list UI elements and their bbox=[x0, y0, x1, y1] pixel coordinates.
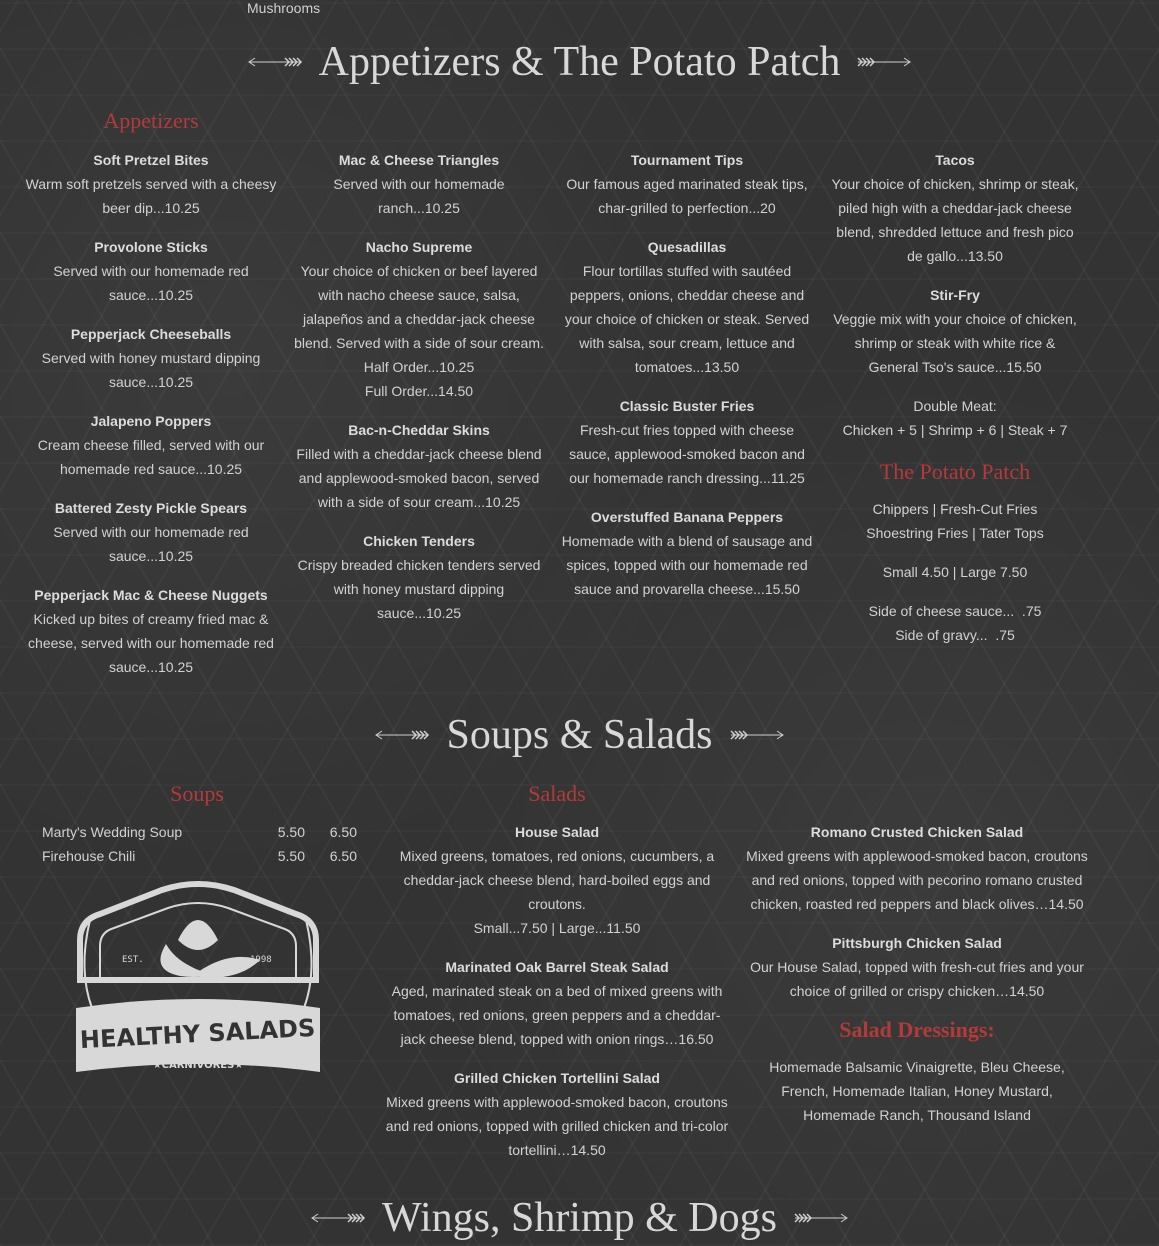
subhead-dressings: Salad Dressings: bbox=[839, 1017, 995, 1042]
section-header-wings bbox=[0, 1194, 1159, 1242]
soup-row bbox=[42, 844, 357, 868]
menu-item-name: Quesadillas bbox=[647, 239, 727, 255]
menu-item-name: Pittsburgh Chicken Salad bbox=[832, 935, 1002, 951]
menu-item-name: Chicken Tenders bbox=[363, 533, 475, 549]
menu-item-description: sauce...10.25 bbox=[108, 659, 194, 675]
menu-item bbox=[18, 148, 284, 220]
menu-item-description: Crispy breaded chicken tenders served bbox=[297, 557, 541, 573]
menu-item-name: Soft Pretzel Bites bbox=[93, 152, 209, 168]
menu-item-description: Mixed greens, tomatoes, red onions, cucumbers, a bbox=[399, 848, 715, 864]
menu-item bbox=[380, 955, 734, 1051]
menu-item-description: homemade red sauce...10.25 bbox=[59, 461, 243, 477]
menu-item-name: Overstuffed Banana Peppers bbox=[590, 509, 784, 525]
menu-item-description: jalapeños and a cheddar-jack cheese bbox=[303, 311, 535, 327]
section-title-appetizers: Appetizers & The Potato Patch bbox=[318, 39, 841, 85]
potato-side-line: Side of gravy... .75 bbox=[895, 627, 1015, 643]
menu-item bbox=[822, 283, 1088, 379]
menu-item bbox=[286, 529, 552, 625]
previous-item-fragment: Mushrooms bbox=[247, 0, 321, 16]
dressings-line: Homemade Balsamic Vinaigrette, Bleu Cheese, bbox=[769, 1059, 1065, 1075]
menu-item-description: Warm soft pretzels served with a cheesy bbox=[25, 176, 277, 192]
menu-item-description: sauce...10.25 bbox=[108, 548, 194, 564]
menu-item-description: char-grilled to perfection...20 bbox=[598, 200, 776, 216]
menu-item-description: blend, shredded lettuce and fresh pico bbox=[836, 224, 1074, 240]
menu-item-name: Tournament Tips bbox=[630, 152, 744, 168]
menu-item-description: Kicked up bites of creamy fried mac & bbox=[33, 611, 269, 627]
menu-item bbox=[18, 235, 284, 307]
menu-item-description: sauce...10.25 bbox=[108, 287, 194, 303]
menu-item-name: Nacho Supreme bbox=[365, 239, 473, 255]
menu-item-description: tortellini…14.50 bbox=[508, 1142, 606, 1158]
menu-item-description: Homemade with a blend of sausage and bbox=[561, 533, 813, 549]
soups-table bbox=[42, 820, 357, 868]
healthy-salads-logo bbox=[70, 880, 326, 1080]
menu-item bbox=[554, 394, 820, 490]
subhead-appetizers: Appetizers bbox=[103, 108, 199, 133]
menu-item-description: tomatoes...13.50 bbox=[634, 359, 740, 375]
appetizers-column-1 bbox=[18, 148, 284, 694]
soup-name: Marty's Wedding Soup bbox=[42, 824, 183, 840]
menu-item bbox=[286, 418, 552, 514]
menu-item-description: General Tso's sauce...15.50 bbox=[868, 359, 1042, 375]
menu-item-description: de gallo...13.50 bbox=[907, 248, 1003, 264]
soup-row bbox=[42, 820, 357, 844]
menu-item-name: Marinated Oak Barrel Steak Salad bbox=[445, 959, 669, 975]
salads-column-2 bbox=[740, 820, 1094, 1142]
menu-item-description: Cream cheese filled, served with our bbox=[37, 437, 265, 453]
menu-item-name: House Salad bbox=[514, 824, 600, 840]
menu-item-description: choice of grilled or crispy chicken…14.50 bbox=[789, 983, 1045, 999]
arrow-right-icon bbox=[856, 55, 912, 69]
menu-item-description: Flour tortillas stuffed with sautéed bbox=[582, 263, 792, 279]
menu-item-description: Full Order...14.50 bbox=[364, 383, 474, 399]
menu-item-description: sauce and provarella cheese...15.50 bbox=[574, 581, 800, 597]
subhead-potato-patch: The Potato Patch bbox=[879, 459, 1031, 484]
menu-item-description: tomatoes, red onions, green peppers and a cheddar- bbox=[393, 1007, 721, 1023]
logo-est: EST. bbox=[122, 955, 144, 965]
potato-side-line: Side of cheese sauce... .75 bbox=[868, 603, 1042, 619]
menu-item-description: Small...7.50 | Large...11.50 bbox=[473, 920, 641, 936]
menu-item-description: piled high with a cheddar-jack cheese bbox=[838, 200, 1072, 216]
menu-item-name: Romano Crusted Chicken Salad bbox=[810, 824, 1024, 840]
menu-item-description: peppers, onions, cheddar cheese and bbox=[569, 287, 805, 303]
appetizers-column-2 bbox=[286, 148, 552, 640]
menu-item-description: sauce...10.25 bbox=[108, 374, 194, 390]
menu-item-description: beer dip...10.25 bbox=[102, 200, 200, 216]
logo-tag: ★CARNIVORES★ bbox=[152, 1060, 244, 1071]
section-title-wings: Wings, Shrimp & Dogs bbox=[381, 1195, 777, 1241]
menu-item-description: blend. Served with a side of sour cream. bbox=[294, 335, 544, 351]
menu-item-description: with a side of sour cream...10.25 bbox=[317, 494, 521, 510]
menu-item bbox=[286, 148, 552, 220]
menu-item-description: shrimp or steak with white rice & bbox=[854, 335, 1056, 351]
menu-item-description: and red onions, topped with pecorino romano crusted bbox=[751, 872, 1083, 888]
menu-item-description: croutons. bbox=[528, 896, 586, 912]
salads-column-1 bbox=[380, 820, 734, 1177]
soup-price-large: 6.50 bbox=[329, 848, 357, 864]
menu-item-name: Battered Zesty Pickle Spears bbox=[54, 500, 248, 516]
soup-price-large: 6.50 bbox=[329, 824, 357, 840]
section-title-soups-salads: Soups & Salads bbox=[446, 712, 713, 758]
menu-item bbox=[380, 820, 734, 940]
menu-item-description: Mixed greens with applewood-smoked bacon, croutons bbox=[386, 1094, 728, 1110]
menu-item-description: cheddar-jack cheese blend, hard-boiled eggs and bbox=[403, 872, 711, 888]
potato-sides bbox=[822, 599, 1088, 647]
arrow-left-icon bbox=[310, 1211, 366, 1225]
arrow-left-icon bbox=[247, 55, 303, 69]
menu-item-description: Our House Salad, topped with fresh-cut fries and your bbox=[750, 959, 1084, 975]
appetizers-column-3 bbox=[554, 148, 820, 616]
menu-item-description: with nacho cheese sauce, salsa, bbox=[318, 287, 520, 303]
menu-item-name: Stir-Fry bbox=[930, 287, 980, 303]
menu-item-name: Provolone Sticks bbox=[94, 239, 208, 255]
menu-item-description: with salsa, sour cream, lettuce and bbox=[579, 335, 795, 351]
double-meat-label: Double Meat: bbox=[913, 398, 997, 414]
menu-item-name: Grilled Chicken Tortellini Salad bbox=[454, 1070, 660, 1086]
menu-item-description: Veggie mix with your choice of chicken, bbox=[833, 311, 1077, 327]
dressings-list bbox=[740, 1055, 1094, 1127]
arrow-right-icon bbox=[793, 1211, 849, 1225]
menu-item bbox=[740, 931, 1094, 1003]
menu-item-description: with honey mustard dipping bbox=[333, 581, 505, 597]
menu-item-description: our homemade ranch dressing...11.25 bbox=[569, 470, 805, 486]
menu-item-description: Fresh-cut fries topped with cheese bbox=[580, 422, 794, 438]
menu-item-description: chicken, roasted red peppers and black olives…14.50 bbox=[750, 896, 1084, 912]
soup-price-small: 5.50 bbox=[277, 824, 305, 840]
dressings-line: Homemade Ranch, Thousand Island bbox=[803, 1107, 1031, 1123]
section-header-appetizers bbox=[0, 38, 1159, 86]
menu-item-description: Filled with a cheddar-jack cheese blend bbox=[296, 446, 542, 462]
potato-types bbox=[822, 497, 1088, 545]
potato-types-line: Chippers | Fresh-Cut Fries bbox=[872, 501, 1038, 517]
menu-item-description: ranch...10.25 bbox=[378, 200, 460, 216]
menu-item-description: Your choice of chicken or beef layered bbox=[300, 263, 538, 279]
section-header-soups-salads bbox=[0, 711, 1159, 759]
menu-item-name: Tacos bbox=[935, 152, 975, 168]
menu-item bbox=[554, 505, 820, 601]
soup-name: Firehouse Chili bbox=[42, 848, 136, 864]
menu-item-description: sauce...10.25 bbox=[376, 605, 462, 621]
soup-price-small: 5.50 bbox=[277, 848, 305, 864]
logo-year: 1998 bbox=[250, 955, 272, 965]
menu-item bbox=[18, 409, 284, 481]
menu-item-name: Jalapeno Poppers bbox=[90, 413, 212, 429]
menu-item-description: sauce, applewood-smoked bacon and bbox=[569, 446, 805, 462]
subhead-salads: Salads bbox=[528, 781, 586, 806]
menu-item bbox=[554, 148, 820, 220]
menu-item bbox=[18, 322, 284, 394]
menu-item bbox=[286, 235, 552, 403]
double-meat bbox=[822, 394, 1088, 442]
menu-item-description: Mixed greens with applewood-smoked bacon, croutons bbox=[746, 848, 1088, 864]
menu-item-description: jack cheese blend, topped with onion rings…16.50 bbox=[400, 1031, 714, 1047]
double-meat-prices: Chicken + 5 | Shrimp + 6 | Steak + 7 bbox=[842, 422, 1068, 438]
menu-item-description: your choice of chicken or steak. Served bbox=[564, 311, 810, 327]
arrow-right-icon bbox=[729, 728, 785, 742]
menu-item-name: Pepperjack Mac & Cheese Nuggets bbox=[34, 587, 268, 603]
menu-item-description: Served with honey mustard dipping bbox=[41, 350, 261, 366]
menu-item-description: Served with our homemade red bbox=[53, 524, 249, 540]
menu-item-name: Mac & Cheese Triangles bbox=[338, 152, 500, 168]
menu-item-description: Served with our homemade bbox=[333, 176, 505, 192]
potato-sizes: Small 4.50 | Large 7.50 bbox=[882, 564, 1028, 580]
menu-item-description: and applewood-smoked bacon, served bbox=[298, 470, 540, 486]
menu-item-description: Served with our homemade red bbox=[53, 263, 249, 279]
menu-item-description: Our famous aged marinated steak tips, bbox=[566, 176, 808, 192]
menu-item-name: Bac-n-Cheddar Skins bbox=[348, 422, 490, 438]
menu-item bbox=[380, 1066, 734, 1162]
potato-types-line: Shoestring Fries | Tater Tops bbox=[866, 525, 1044, 541]
menu-item-description: Your choice of chicken, shrimp or steak, bbox=[831, 176, 1079, 192]
menu-item-description: Aged, marinated steak on a bed of mixed greens with bbox=[391, 983, 723, 999]
arrow-left-icon bbox=[374, 728, 430, 742]
menu-item-description: cheese, served with our homemade red bbox=[28, 635, 274, 651]
menu-item-name: Classic Buster Fries bbox=[619, 398, 755, 414]
logo-name: HEALTHY SALADS bbox=[79, 1013, 316, 1055]
menu-item-description: and red onions, topped with grilled chicken and tri-color bbox=[385, 1118, 729, 1134]
subhead-soups: Soups bbox=[170, 781, 224, 806]
menu-item bbox=[554, 235, 820, 379]
menu-item-description: Half Order...10.25 bbox=[363, 359, 475, 375]
dressings-line: French, Homemade Italian, Honey Mustard, bbox=[781, 1083, 1053, 1099]
menu-item bbox=[740, 820, 1094, 916]
menu-item bbox=[18, 583, 284, 679]
menu-item bbox=[18, 496, 284, 568]
menu-item bbox=[822, 148, 1088, 268]
menu-item-name: Pepperjack Cheeseballs bbox=[70, 326, 232, 342]
appetizers-column-4 bbox=[822, 148, 1088, 662]
menu-item-description: spices, topped with our homemade red bbox=[566, 557, 808, 573]
